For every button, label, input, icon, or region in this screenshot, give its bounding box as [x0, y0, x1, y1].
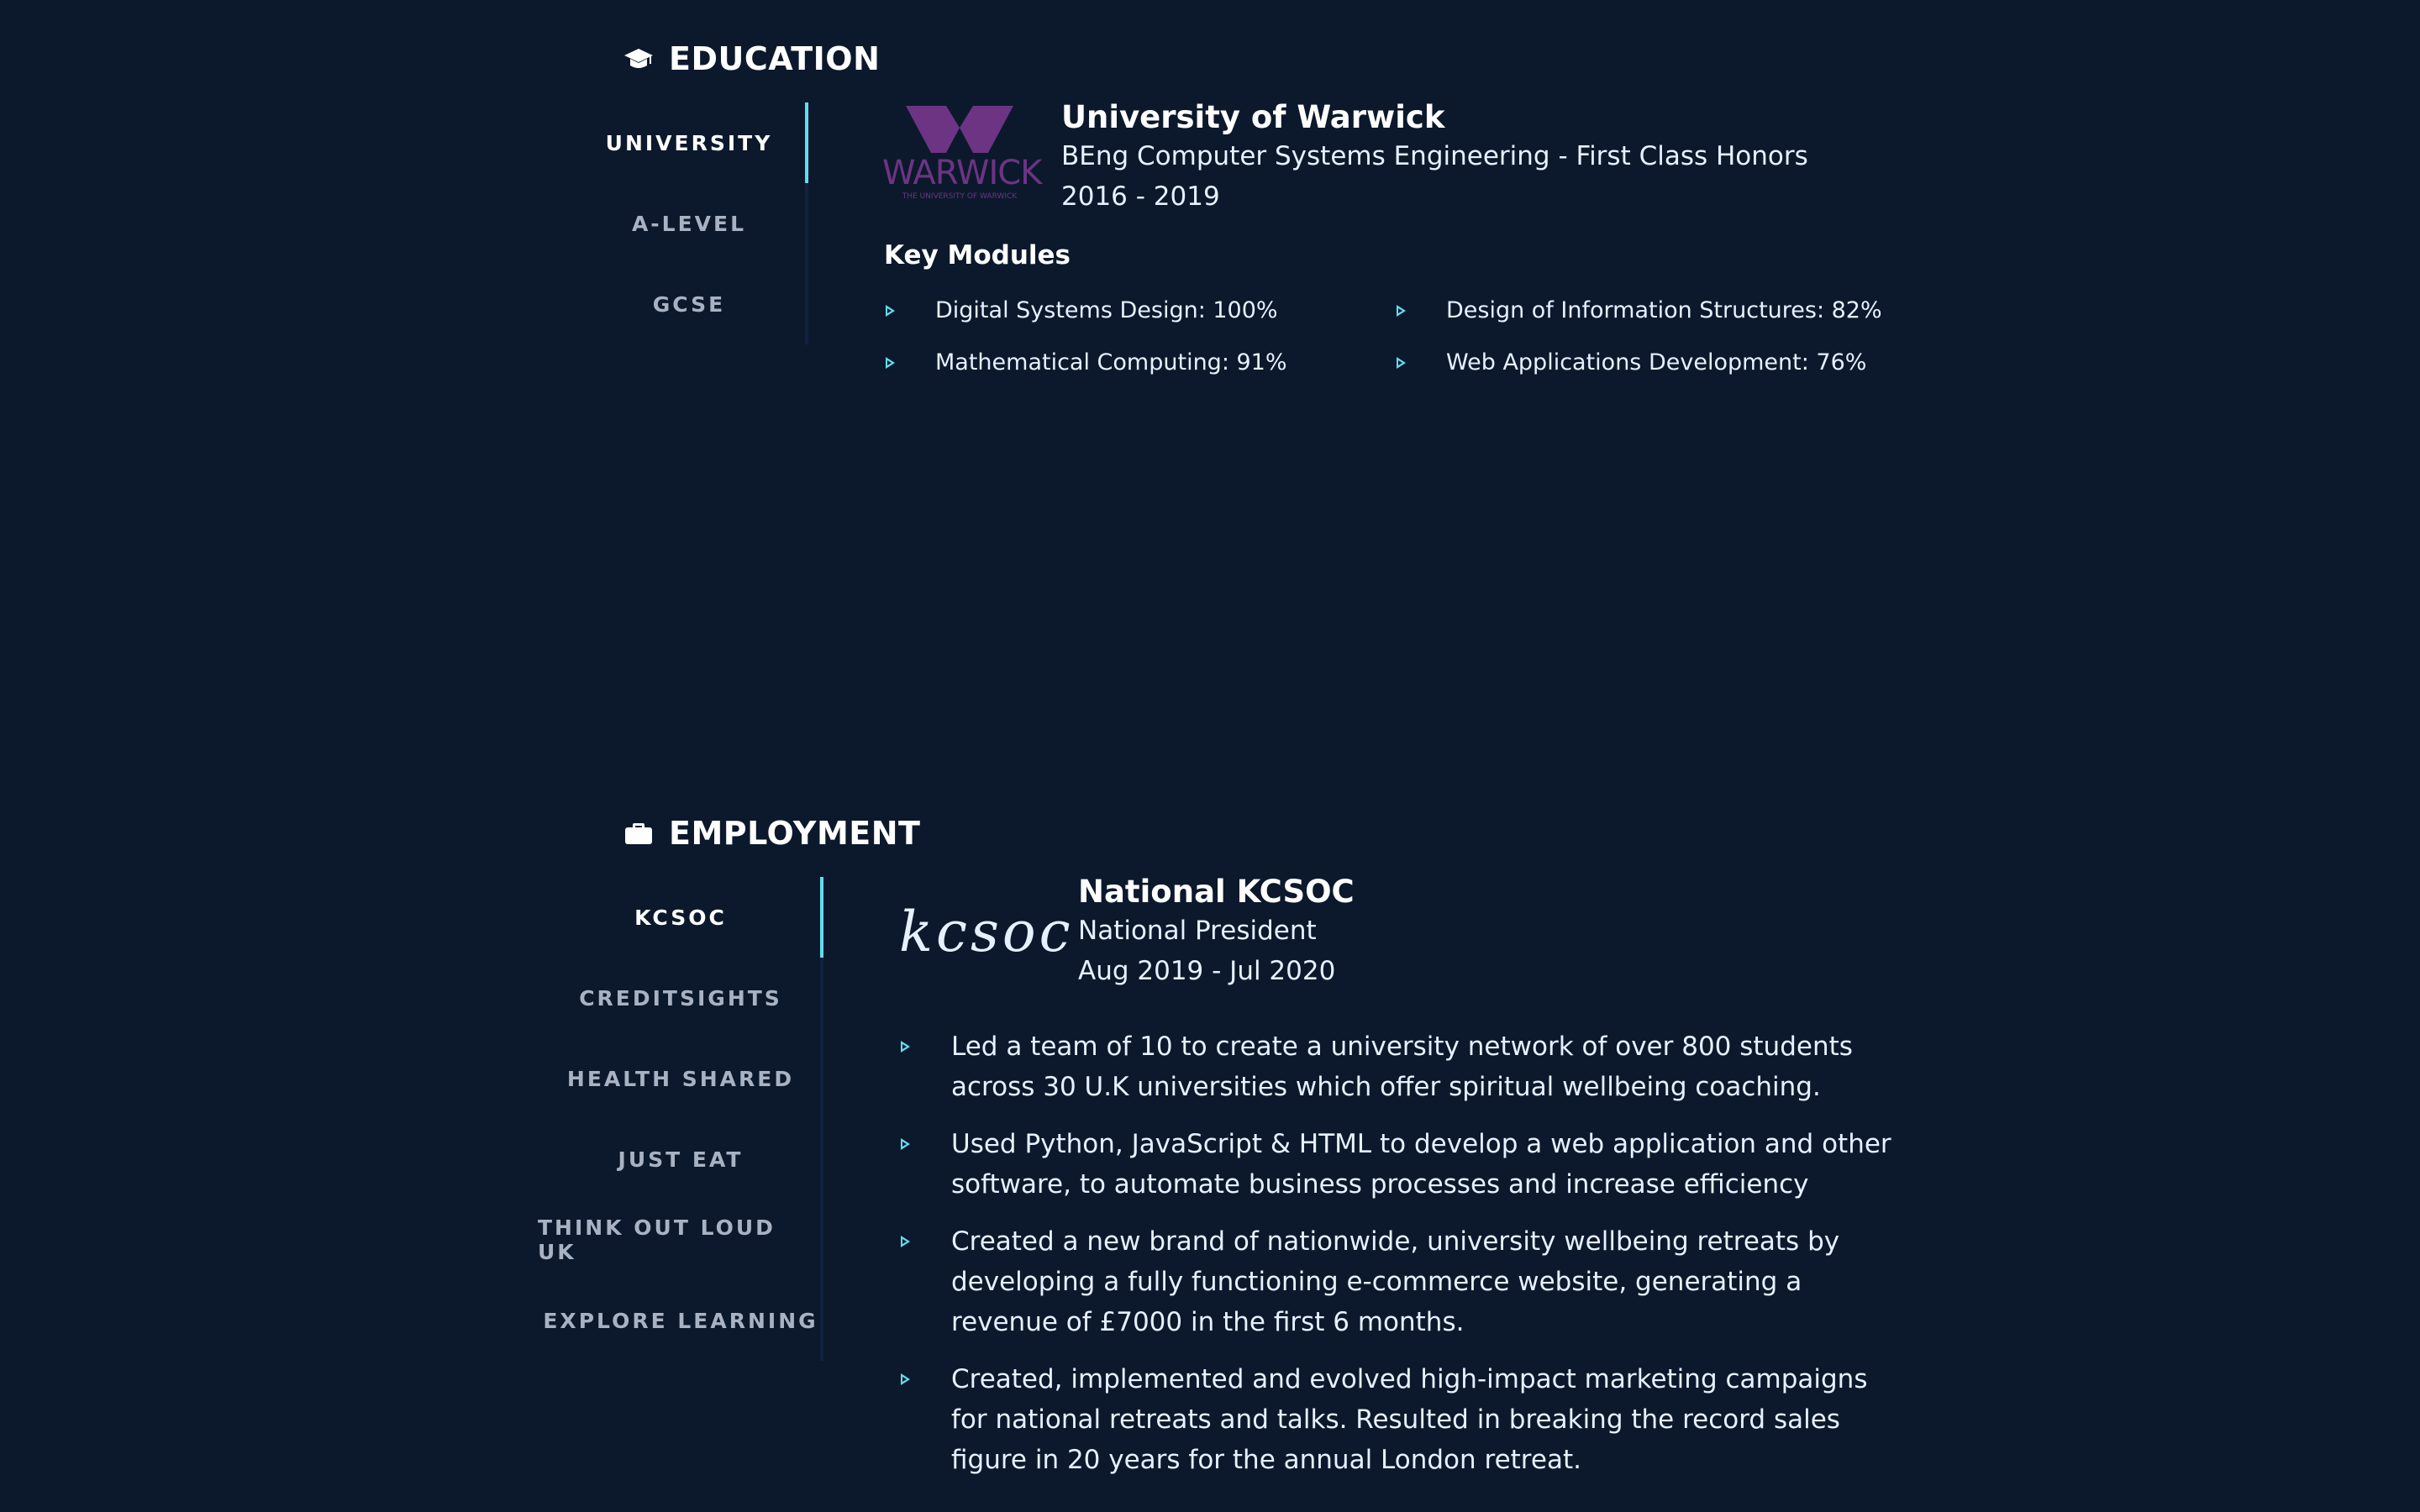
employment-dates: Aug 2019 - Jul 2020 — [1078, 956, 1336, 986]
warwick-logo — [882, 101, 1042, 207]
module-item: Mathematical Computing: 91% — [886, 349, 1287, 375]
key-modules-title: Key Modules — [884, 240, 1071, 270]
triangle-bullet-icon — [1397, 357, 1406, 369]
job-role: National President — [1078, 916, 1317, 946]
tab-university[interactable]: UNIVERSITY — [605, 130, 773, 155]
responsibility-item: Created a new brand of nationwide, university wellbeing retreats by developing a fully functioning e-commerce website, generating a revenue of £7000 in the first 6 months. — [901, 1221, 1892, 1342]
company-name: National KCSOC — [1078, 874, 1355, 910]
degree: BEng Computer Systems Engineering - First Class Honors — [1061, 141, 1808, 171]
tab-a-level[interactable]: A-LEVEL — [631, 211, 747, 236]
triangle-bullet-icon — [901, 1236, 910, 1247]
education-heading-text: EDUCATION — [669, 40, 881, 77]
triangle-bullet-icon — [1397, 305, 1406, 317]
responsibility-item: Led a team of 10 to create a university network of over 800 students across 30 U.K universities which offer spiritual wellbeing coaching. — [901, 1026, 1892, 1107]
triangle-bullet-icon — [901, 1041, 910, 1053]
education-dates: 2016 - 2019 — [1061, 181, 1220, 212]
triangle-bullet-icon — [886, 305, 895, 317]
tab-explore-learning[interactable]: EXPLORE LEARNING — [543, 1308, 818, 1333]
responsibility-item: Created, implemented and evolved high-impact marketing campaigns for national retreats and talks. Resulted in breaking the record sales figure in 20 years for the annual London retreat. — [901, 1359, 1892, 1480]
tab-gcse[interactable]: GCSE — [652, 291, 726, 317]
warwick-logo-subtext: THE UNIVERSITY OF WARWICK — [902, 192, 1018, 201]
tab-think-out-loud-uk[interactable]: THINK OUT LOUD UK — [538, 1215, 776, 1264]
employment-heading-text: EMPLOYMENT — [669, 815, 921, 852]
education-tabs — [570, 102, 808, 344]
triangle-bullet-icon — [901, 1138, 910, 1150]
responsibility-list — [901, 1026, 1892, 1497]
employment-tabs — [538, 877, 823, 1361]
module-item: Digital Systems Design: 100% — [886, 297, 1278, 323]
tab-just-eat[interactable]: JUST EAT — [618, 1147, 744, 1172]
education-heading — [623, 40, 880, 77]
warwick-logo-text: WARWICK — [882, 154, 1042, 192]
responsibility-item: Used Python, JavaScript & HTML to develop a web application and other software, to automate business processes and increase efficiency — [901, 1124, 1892, 1205]
kcsoc-logo-text: kcsoc — [899, 900, 1074, 964]
kcsoc-logo — [899, 899, 1074, 966]
triangle-bullet-icon — [886, 357, 895, 369]
employment-heading — [623, 815, 920, 852]
tab-creditsights[interactable]: CREDITSIGHTS — [579, 985, 782, 1011]
triangle-bullet-icon — [901, 1373, 910, 1385]
institution-name: University of Warwick — [1061, 99, 1445, 135]
tab-kcsoc[interactable]: KCSOC — [634, 905, 727, 930]
module-item: Design of Information Structures: 82% — [1397, 297, 1882, 323]
briefcase-icon — [623, 818, 654, 848]
graduation-cap-icon — [623, 44, 654, 74]
module-item: Web Applications Development: 76% — [1397, 349, 1866, 375]
tab-health-shared[interactable]: HEALTH SHARED — [566, 1066, 795, 1091]
